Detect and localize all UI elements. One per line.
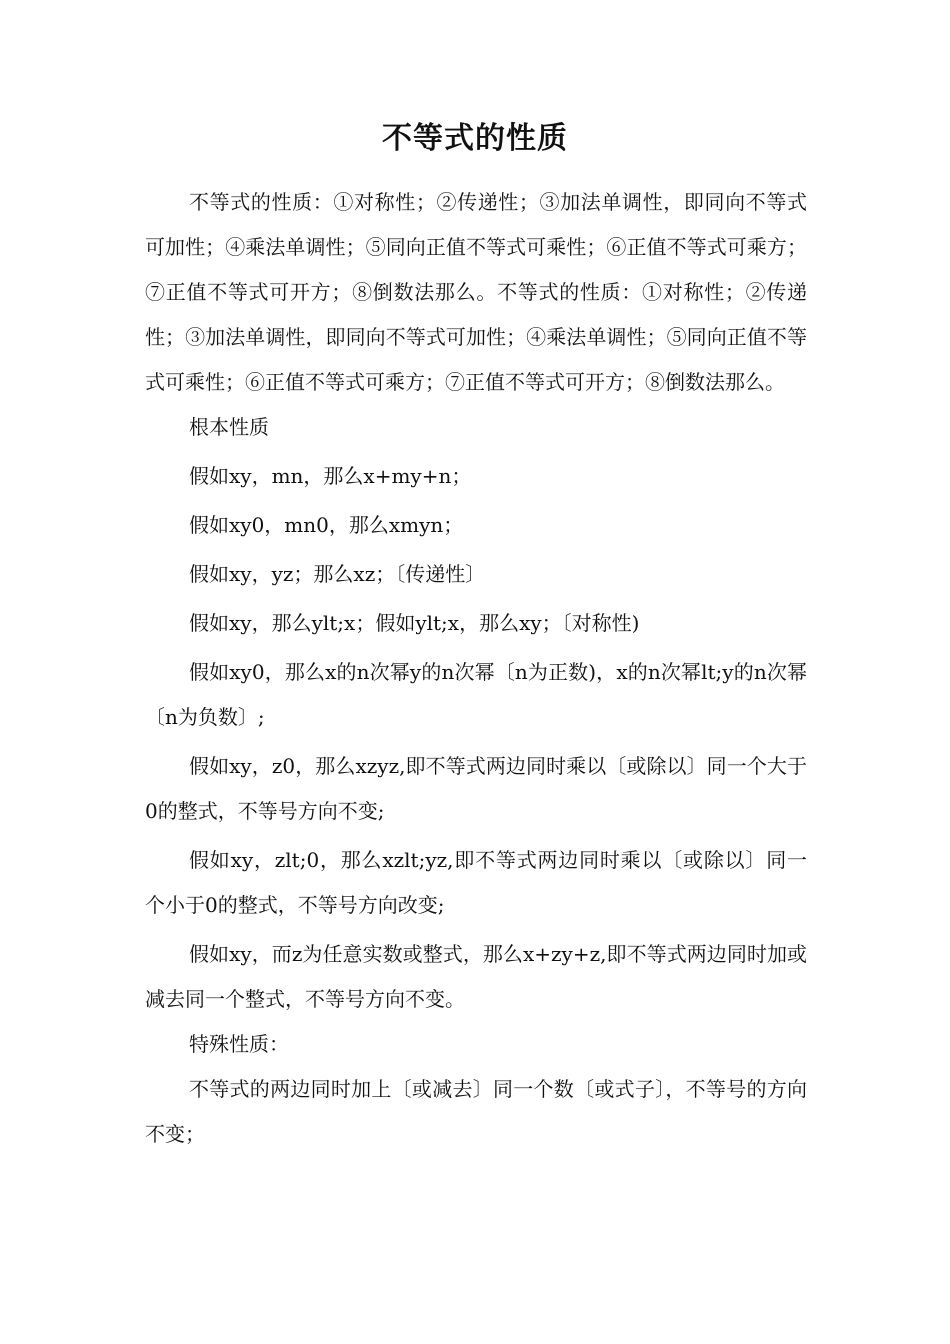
- document-body: [145, 180, 807, 1157]
- paragraph-property-5: 假如xy0，那么x的n次幂y的n次幂〔n为正数)，x的n次幂lt;y的n次幂〔n为负数〕;: [145, 660, 807, 729]
- paragraph-property-8: 假如xy，而z为任意实数或整式，那么x+zy+z,即不等式两边同时加或减去同一个整式，不等号方向不变。: [145, 942, 807, 1011]
- paragraph-special-property-1: 不等式的两边同时加上〔或减去〕同一个数〔或式子〕，不等号的方向不变；: [145, 1077, 807, 1146]
- paragraph-property-3: 假如xy，yz；那么xz；〔传递性〕: [189, 562, 486, 586]
- paragraph-intro: 不等式的性质：①对称性；②传递性；③加法单调性，即同向不等式可加性；④乘法单调性；⑤同向正值不等式可乘性；⑥正值不等式可乘方；⑦正值不等式可开方；⑧倒数法那么。不等式的性质：①对称性；②传递性；③加法单调性，即同向不等式可加性；④乘法单调性；⑤同向正值不等式可乘性；⑥正值不等式可乘方；⑦正值不等式可开方；⑧倒数法那么。: [145, 190, 807, 394]
- heading-basic-properties: 根本性质: [189, 415, 269, 439]
- paragraph-property-7: 假如xy，zlt;0，那么xzlt;yz,即不等式两边同时乘以〔或除以〕同一个小于0的整式，不等号方向改变;: [145, 848, 807, 917]
- paragraph-property-1: 假如xy，mn，那么x+my+n；: [189, 464, 472, 488]
- document-title: 不等式的性质: [382, 121, 568, 156]
- paragraph-property-4: 假如xy，那么ylt;x；假如ylt;x，那么xy；〔对称性): [189, 611, 640, 635]
- paragraph-property-6: 假如xy，z0，那么xzyz,即不等式两边同时乘以〔或除以〕同一个大于0的整式，不等号方向不变;: [145, 754, 807, 823]
- heading-special-properties: 特殊性质：: [189, 1032, 289, 1056]
- paragraph-property-2: 假如xy0，mn0，那么xmyn；: [189, 513, 464, 537]
